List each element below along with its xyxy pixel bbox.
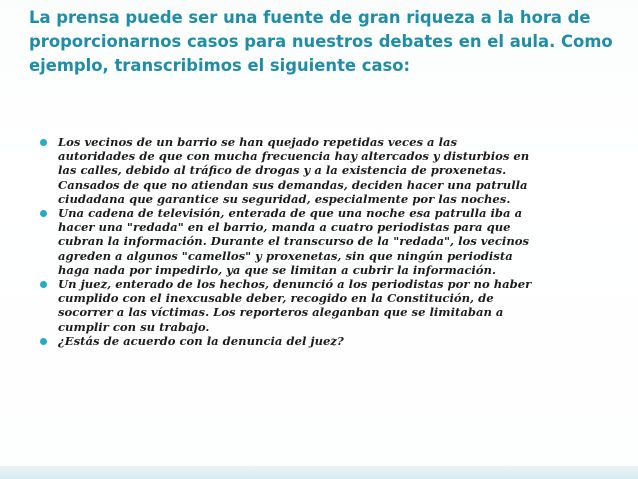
bullet-list (42, 135, 617, 348)
heading-line: La prensa puede ser una fuente de gran riqueza a la hora de (29, 8, 591, 27)
heading-line: ejemplo, transcribimos el siguiente caso: (29, 56, 411, 75)
bullet-line: agreden a algunos "camellos" y proxenetas, sin que ningún periodista (58, 248, 513, 263)
bullet-line: ciudadana que garantice su seguridad, especialmente por las noches. (58, 191, 511, 206)
bullet-item (42, 206, 617, 277)
bullet-line: Un juez, enterado de los hechos, denunció a los periodistas por no haber (58, 277, 532, 292)
bullet-line: socorrer a las víctimas. Los reporteros aleganban que se limitaban a (58, 305, 504, 320)
bullet-line: cubran la información. Durante el transcurso de la "redada", los vecinos (58, 234, 530, 249)
bullet-line: hacer una "redada" en el barrio, manda a cuatro periodistas para que (58, 220, 511, 235)
bullet-line: haga nada por impedirlo, ya que se limitan a cubrir la información. (58, 262, 497, 277)
bullet-dot-icon (40, 281, 47, 288)
heading-line: proporcionarnos casos para nuestros debates en el aula. Como (29, 32, 613, 51)
footer-band (0, 466, 638, 479)
bullet-item (42, 277, 617, 334)
bullet-line: Una cadena de televisión, enterada de que una noche esa patrulla iba a (58, 206, 523, 221)
bullet-line: las calles, debido al tráfico de drogas y a la existencia de proxenetas. (58, 163, 507, 178)
bullet-dot-icon (40, 210, 47, 217)
bullet-item (42, 334, 617, 348)
slide-heading (29, 6, 619, 78)
bullet-line: cumplir con su trabajo. (58, 319, 210, 334)
bullet-line: autoridades de que con mucha frecuencia hay altercados y disturbios en (58, 149, 530, 164)
bullet-item (42, 135, 617, 206)
bullet-line: cumplido con el inexcusable deber, recogido en la Constitución, de (58, 291, 494, 306)
bullet-line: Cansados de que no atiendan sus demandas, deciden hacer una patrulla (58, 177, 528, 192)
bullet-line: Los vecinos de un barrio se han quejado repetidas veces a las (58, 135, 458, 149)
bullet-dot-icon (40, 338, 47, 345)
bullet-line: ¿Estás de acuerdo con la denuncia del juez? (58, 333, 344, 348)
bullet-dot-icon (40, 139, 47, 146)
